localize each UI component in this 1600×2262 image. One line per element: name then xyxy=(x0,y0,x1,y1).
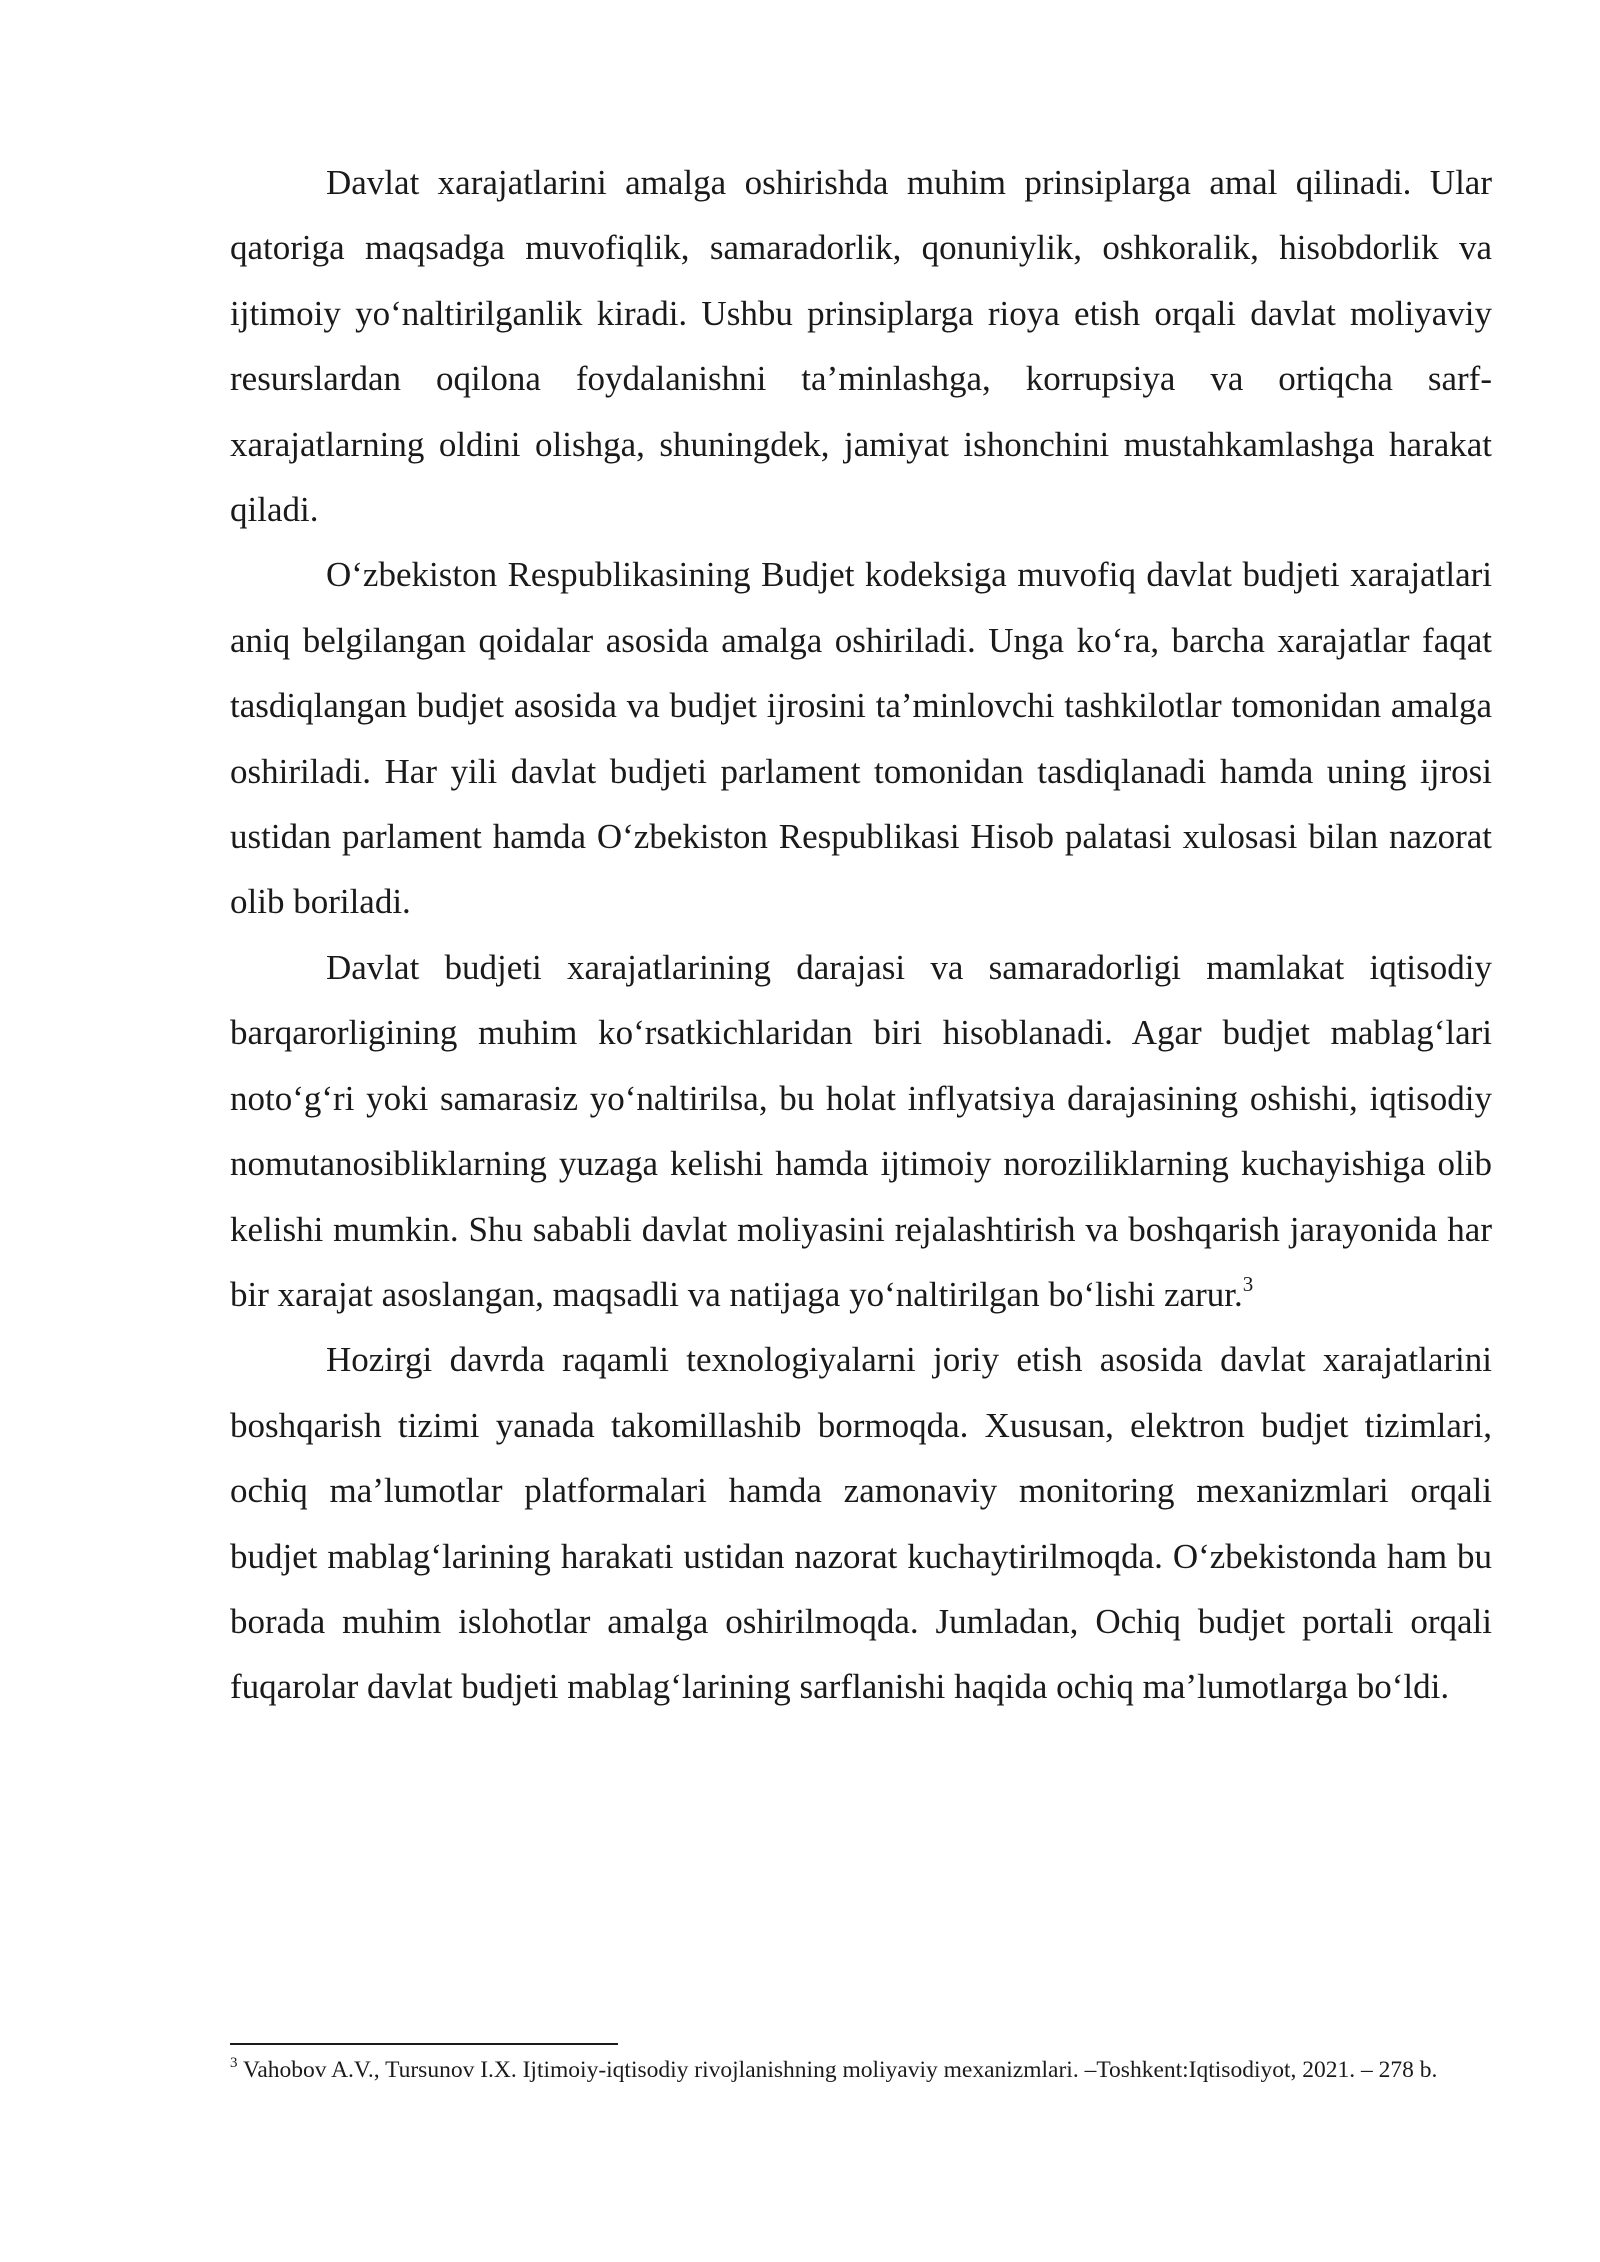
footnote-reference[interactable]: 3 xyxy=(1242,1272,1254,1297)
paragraph-2: O‘zbekiston Respublikasining Budjet kodeksiga muvofiq davlat budjeti xarajatlari aniq belgilangan qoidalar asosida amalga oshiriladi. Unga ko‘ra, barcha xarajatlar faqat tasdiqlangan budjet asosida va budjet ijrosini ta’minlovchi tashkilotlar tomonidan amalga oshiriladi. Har yili davlat budjeti parlament tomonidan tasdiqlanadi hamda uning ijrosi ustidan parlament hamda O‘zbekiston Respublikasi Hisob palatasi xulosasi bilan nazorat olib boriladi. xyxy=(230,555,1492,922)
footnote-separator xyxy=(230,2043,618,2045)
paragraph-1: Davlat xarajatlarini amalga oshirishda muhim prinsiplarga amal qilinadi. Ular qatoriga maqsadga muvofiqlik, samaradorlik, qonuniylik, oshkoralik, hisobdorlik va ijtimoiy yo‘naltirilganlik kiradi. Ushbu prinsiplarga rioya etish orqali davlat moliyaviy resurslardan oqilona foydalanishni ta’minlashga, korrupsiya va ortiqcha sarf-xarajatlarning oldini olishga, shuningdek, jamiyat ishonchini mustahkamlashga harakat qiladi. xyxy=(230,163,1492,530)
paragraph-3-text: Davlat budjeti xarajatlarining darajasi va samaradorligi mamlakat iqtisodiy barqarorligining muhim ko‘rsatkichlaridan biri hisoblanadi. Agar budjet mablag‘lari noto‘g‘ri yoki samarasiz yo‘naltirilsa, bu holat inflyatsiya darajasining oshishi, iqtisodiy nomutanosibliklarning yuzaga kelishi hamda ijtimoiy noroziliklarning kuchayishiga olib kelishi mumkin. Shu sababli davlat moliyasini rejalashtirish va boshqarish jarayonida har bir xarajat asoslangan, maqsadli va natijaga yo‘naltirilgan bo‘lishi zarur. xyxy=(230,947,1492,1314)
footnote-text: Vahobov A.V., Tursunov I.X. Ijtimoiy-iqtisodiy rivojlanishning moliyaviy mexanizmlari. –Toshkent:Iqtisodiyot, 2021. – 278 b. xyxy=(237,2057,1438,2083)
body-text xyxy=(230,150,1492,1720)
paragraph-4: Hozirgi davrda raqamli texnologiyalarni joriy etish asosida davlat xarajatlarini boshqarish tizimi yanada takomillashib bormoqda. Xususan, elektron budjet tizimlari, ochiq ma’lumotlar platformalari hamda zamonaviy monitoring mexanizmlari orqali budjet mablag‘larining harakati ustidan nazorat kuchaytirilmoqda. O‘zbekistonda ham bu borada muhim islohotlar amalga oshirilmoqda. Jumladan, Ochiq budjet portali orqali fuqarolar davlat budjeti mablag‘larining sarflanishi haqida ochiq ma’lumotlarga bo‘ldi. xyxy=(230,1340,1492,1707)
paragraph-3 xyxy=(230,935,1492,1327)
footnote-number: 3 xyxy=(230,2055,238,2072)
footnote xyxy=(230,2054,1492,2087)
